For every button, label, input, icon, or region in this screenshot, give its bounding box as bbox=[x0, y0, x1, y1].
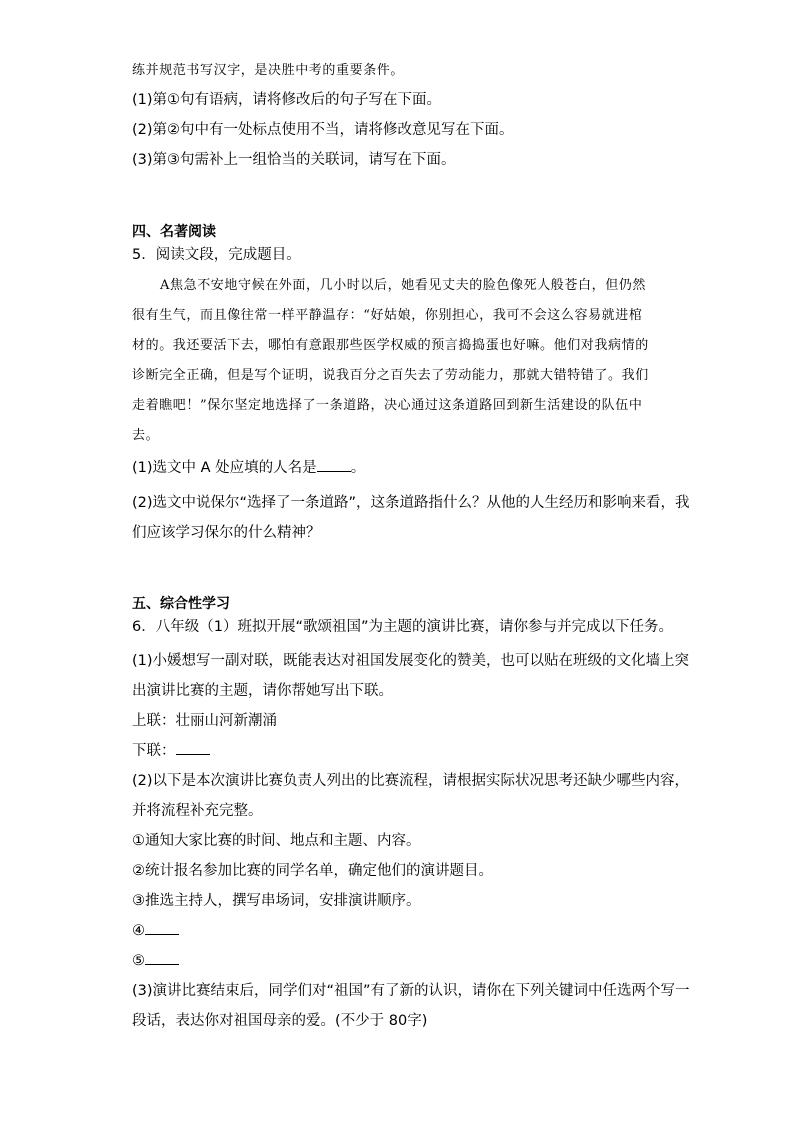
reading-passage bbox=[132, 271, 672, 451]
process-step-4 bbox=[132, 916, 672, 946]
question-6-1: (1)小媛想写一副对联，既能表达对祖国发展变化的赞美，也可以贴在班级的文化墙上突 bbox=[132, 653, 690, 669]
process-step: ②统计报名参加比赛的同学名单，确定他们的演讲题目。 bbox=[132, 863, 493, 879]
intro-question-1: (1)第①句有语病，请将修改后的句子写在下面。 bbox=[132, 92, 442, 108]
intro-question-3: (3)第③句需补上一组恰当的关联词，请写在下面。 bbox=[132, 152, 456, 168]
exam-page bbox=[132, 60, 690, 1036]
question-5-2: (2)选文中说保尔“选择了一条道路”，这条道路指什么？从他的人生经历和影响来看，我 bbox=[132, 495, 690, 511]
answer-blank bbox=[145, 920, 179, 935]
question-6-3-cont: 段话，表达你对祖国母亲的爱。(不少于 80字) bbox=[132, 1013, 428, 1029]
question-5-1 bbox=[132, 457, 672, 479]
passage-line: 很有生气，而且像往常一样平静温存：“好姑娘，你别担心，我可不会这么容易就进棺 bbox=[132, 308, 643, 323]
answer-blank bbox=[145, 950, 179, 965]
process-step-5 bbox=[132, 946, 672, 976]
passage-line: 走着瞧吧！”保尔坚定地选择了一条道路，决心通过这条道路回到新生活建设的队伍中 bbox=[132, 398, 643, 413]
step-5-label: ⑤ bbox=[132, 953, 145, 969]
question-5: 5．阅读文段，完成题目。 bbox=[132, 247, 301, 263]
section-4-heading: 四、名著阅读 bbox=[132, 224, 216, 240]
question-6: 6．八年级（1）班拟开展“歌颂祖国”为主题的演讲比赛，请你参与并完成以下任务。 bbox=[132, 619, 673, 635]
passage-line: A焦急不安地守候在外面，几小时以后，她看见丈夫的脸色像死人般苍白，但仍然 bbox=[160, 278, 646, 293]
intro-line: 练并规范书写汉字，是决胜中考的重要条件。 bbox=[132, 63, 405, 78]
passage-line: 去。 bbox=[132, 428, 160, 443]
answer-blank bbox=[317, 457, 351, 472]
passage-line: 材的。我还要活下去，哪怕有意跟那些医学权威的预言捣捣蛋也好嘛。他们对我病情的 bbox=[132, 338, 649, 353]
question-5-1-text: (1)选文中 A 处应填的人名是 bbox=[132, 460, 317, 476]
question-6-3: (3)演讲比赛结束后，同学们对“祖国”有了新的认识，请你在下列关键词中任选两个写一 bbox=[132, 983, 690, 999]
process-step: ①通知大家比赛的时间、地点和主题、内容。 bbox=[132, 833, 421, 849]
step-4-label: ④ bbox=[132, 923, 145, 939]
answer-blank bbox=[176, 740, 210, 755]
question-6-2-cont: 并将流程补充完整。 bbox=[132, 803, 263, 819]
question-5-1-suffix: 。 bbox=[350, 460, 366, 476]
upper-couplet: 上联：壮丽山河新潮涌 bbox=[132, 713, 277, 729]
section-5-heading: 五、综合性学习 bbox=[132, 596, 230, 612]
passage-line: 诊断完全正确，但是写个证明，说我百分之百失去了劳动能力，那就大错特错了。我们 bbox=[132, 368, 649, 383]
question-6-1-cont: 出演讲比赛的主题，请你帮她写出下联。 bbox=[132, 683, 393, 699]
lower-couplet-label: 下联： bbox=[132, 743, 176, 759]
question-5-2-cont: 们应该学习保尔的什么精神？ bbox=[132, 525, 321, 541]
process-step: ③推选主持人，撰写串场词，安排演讲顺序。 bbox=[132, 893, 421, 909]
lower-couplet bbox=[132, 736, 672, 766]
intro-question-2: (2)第②句中有一处标点使用不当，请将修改意见写在下面。 bbox=[132, 122, 514, 138]
question-6-2: (2)以下是本次演讲比赛负责人列出的比赛流程，请根据实际状况思考还缺少哪些内容， bbox=[132, 773, 690, 789]
